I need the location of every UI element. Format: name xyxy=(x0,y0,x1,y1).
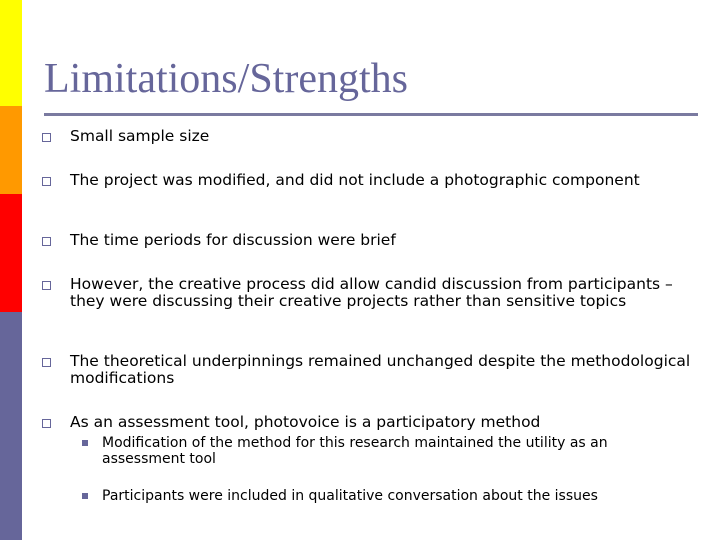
bullet-item xyxy=(40,232,700,249)
accent-stripe-purple xyxy=(0,312,22,540)
bullet-text: As an assessment tool, photovoice is a participatory method xyxy=(70,413,541,431)
bullet-text: However, the creative process did allow candid discussion from participants – they were discussing their creative projects rather than sensitive topics xyxy=(70,275,673,310)
sub-bullet-item xyxy=(82,435,682,467)
slide-title: Limitations/Strengths xyxy=(44,56,408,102)
bullet-item xyxy=(40,414,700,431)
square-bullet-icon xyxy=(42,177,51,186)
bullet-text: The theoretical underpinnings remained unchanged despite the methodological modifications xyxy=(70,352,691,387)
accent-stripe-orange xyxy=(0,106,22,194)
square-bullet-icon xyxy=(42,358,51,367)
sub-bullet-text: Participants were included in qualitative conversation about the issues xyxy=(102,488,598,504)
sub-bullet-text: Modification of the method for this research maintained the utility as an assessment tool xyxy=(102,435,608,467)
bullet-item xyxy=(40,172,700,189)
bullet-text: Small sample size xyxy=(70,127,210,145)
bullet-item xyxy=(40,276,700,310)
square-bullet-icon xyxy=(42,419,51,428)
accent-stripe-red xyxy=(0,194,22,312)
bullet-item xyxy=(40,353,700,387)
filled-square-bullet-icon xyxy=(82,493,88,499)
bullet-text: The project was modified, and did not include a photographic component xyxy=(70,171,640,189)
accent-stripe-yellow xyxy=(0,0,22,106)
square-bullet-icon xyxy=(42,281,51,290)
square-bullet-icon xyxy=(42,237,51,246)
title-divider xyxy=(44,113,698,116)
bullet-item xyxy=(40,128,700,145)
sub-bullet-item xyxy=(82,488,682,504)
square-bullet-icon xyxy=(42,133,51,142)
bullet-text: The time periods for discussion were brief xyxy=(70,231,396,249)
filled-square-bullet-icon xyxy=(82,440,88,446)
